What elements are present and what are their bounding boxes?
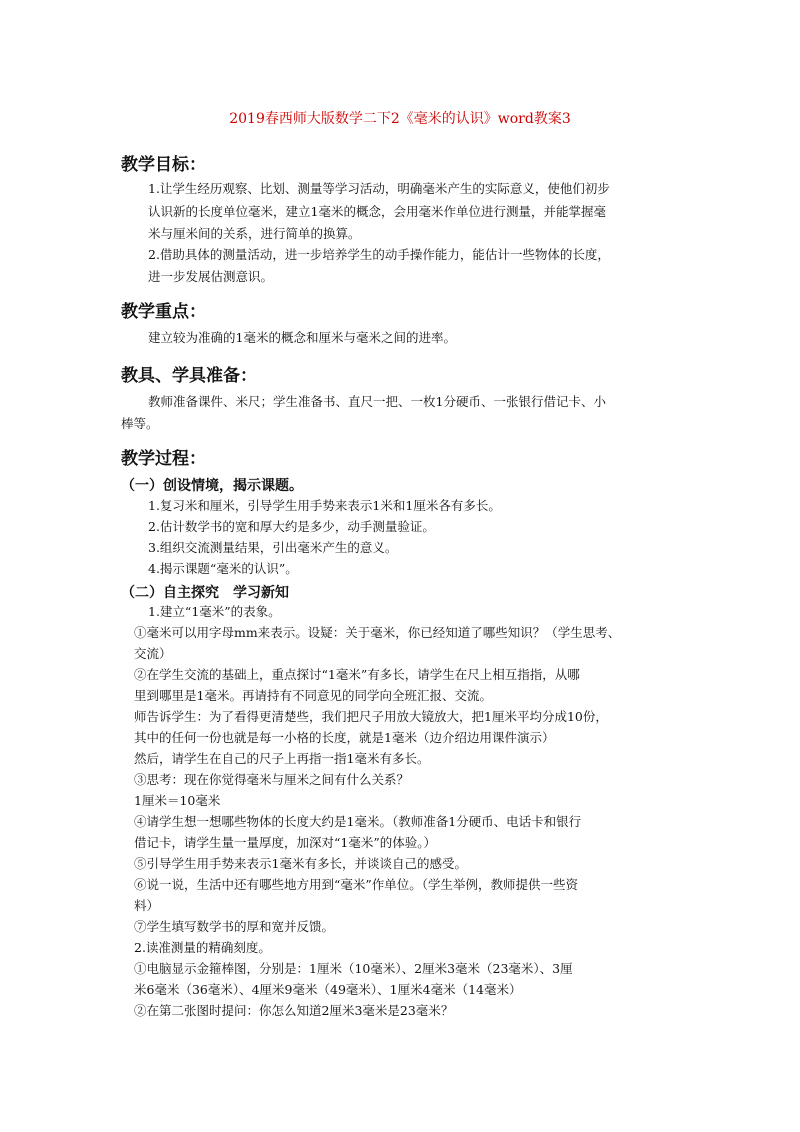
part2-line: ⑦学生填写数学书的厚和宽并反馈。	[134, 919, 335, 934]
part2-line: ⑤引导学生用手势来表示1毫米有多长，并谈谈自己的感受。	[134, 856, 467, 871]
part1-heading: （一）创设情境，揭示课题。	[121, 478, 303, 494]
goals-heading: 教学目标：	[121, 155, 206, 175]
part2-line: 里到哪里是1毫米。再请持有不同意见的同学向全班汇报、交流。	[134, 688, 492, 703]
focus-heading: 教学重点：	[121, 302, 206, 322]
part2-line: 师告诉学生：为了看得更清楚些，我们把尺子用放大镜放大，把1厘米平均分成10份，	[134, 709, 608, 724]
goals-line: 进一步发展估测意识。	[148, 269, 274, 284]
goals-line: 认识新的长度单位毫米，建立1毫米的概念，会用毫米作单位进行测量，并能掌握毫	[148, 204, 606, 219]
tools-line: 教师准备课件、米尺；学生准备书、直尺一把、一枚1分硬币、一张银行借记卡、小	[148, 394, 606, 409]
part1-line: 4.揭示课题“毫米的认识”。	[148, 561, 298, 576]
part2-line: 米6毫米（36毫米）、4厘米9毫米（49毫米）、1厘米4毫米（14毫米）	[134, 982, 522, 997]
document-title: 2019春西师大版数学二下2《毫米的认识》word教案3	[229, 111, 571, 127]
part1-line: 3.组织交流测量结果，引出毫米产生的意义。	[148, 540, 398, 555]
goals-line: 1.让学生经历观察、比划、测量等学习活动，明确毫米产生的实际意义，使他们初步	[148, 181, 610, 196]
part1-line: 1.复习米和厘米，引导学生用手势来表示1米和1厘米各有多长。	[148, 498, 501, 513]
part2-line: 料）	[134, 898, 160, 913]
part1-line: 2.估计数学书的宽和厚大约是多少，动手测量验证。	[148, 519, 435, 534]
part2-line: ⑥说一说，生活中还有哪些地方用到“毫米”作单位。（学生举例，教师提供一些资	[134, 877, 579, 892]
goals-line: 2.借助具体的测量活动，进一步培养学生的动手操作能力，能估计一些物体的长度，	[148, 247, 610, 262]
tools-heading: 教具、学具准备：	[121, 366, 257, 386]
part2-line: 1.建立“1毫米”的表象。	[148, 604, 281, 619]
part2-heading: （二）自主探究 学习新知	[121, 585, 289, 601]
part2-line: ②在学生交流的基础上，重点探讨“1毫米”有多长，请学生在尺上相互指指，从哪	[134, 667, 580, 682]
part2-line: ①电脑显示金箍棒图，分别是：1厘米（10毫米）、2厘米3毫米（23毫米）、3厘	[134, 961, 573, 976]
part2-line: ④请学生想一想哪些物体的长度大约是1毫米。（教师准备1分硬币、电话卡和银行	[134, 814, 582, 829]
focus-line: 建立较为准确的1毫米的概念和厘米与毫米之间的进率。	[148, 330, 456, 345]
process-heading: 教学过程：	[121, 449, 206, 469]
part2-line: ③思考：现在你觉得毫米与厘米之间有什么关系？	[134, 772, 410, 787]
part2-line: 然后，请学生在自己的尺子上再指一指1毫米有多长。	[134, 751, 430, 766]
part2-line: 借记卡，请学生量一量厚度，加深对“1毫米”的体验。）	[134, 835, 436, 850]
tools-line: 棒等。	[121, 416, 159, 431]
part2-line: ①毫米可以用字母mm来表示。设疑：关于毫米，你已经知道了哪些知识？（学生思考、	[134, 625, 621, 640]
part2-line: 其中的任何一份也就是每一小格的长度，就是1毫米（边介绍边用课件演示）	[134, 730, 555, 745]
part2-line: 1厘米＝10毫米	[134, 793, 221, 808]
part2-line: 2.读准测量的精确刻度。	[134, 940, 271, 955]
part2-line: ②在第二张图时提问：你怎么知道2厘米3毫米是23毫米？	[134, 1003, 454, 1018]
goals-line: 米与厘米间的关系，进行简单的换算。	[148, 226, 361, 241]
part2-line: 交流）	[134, 646, 172, 661]
